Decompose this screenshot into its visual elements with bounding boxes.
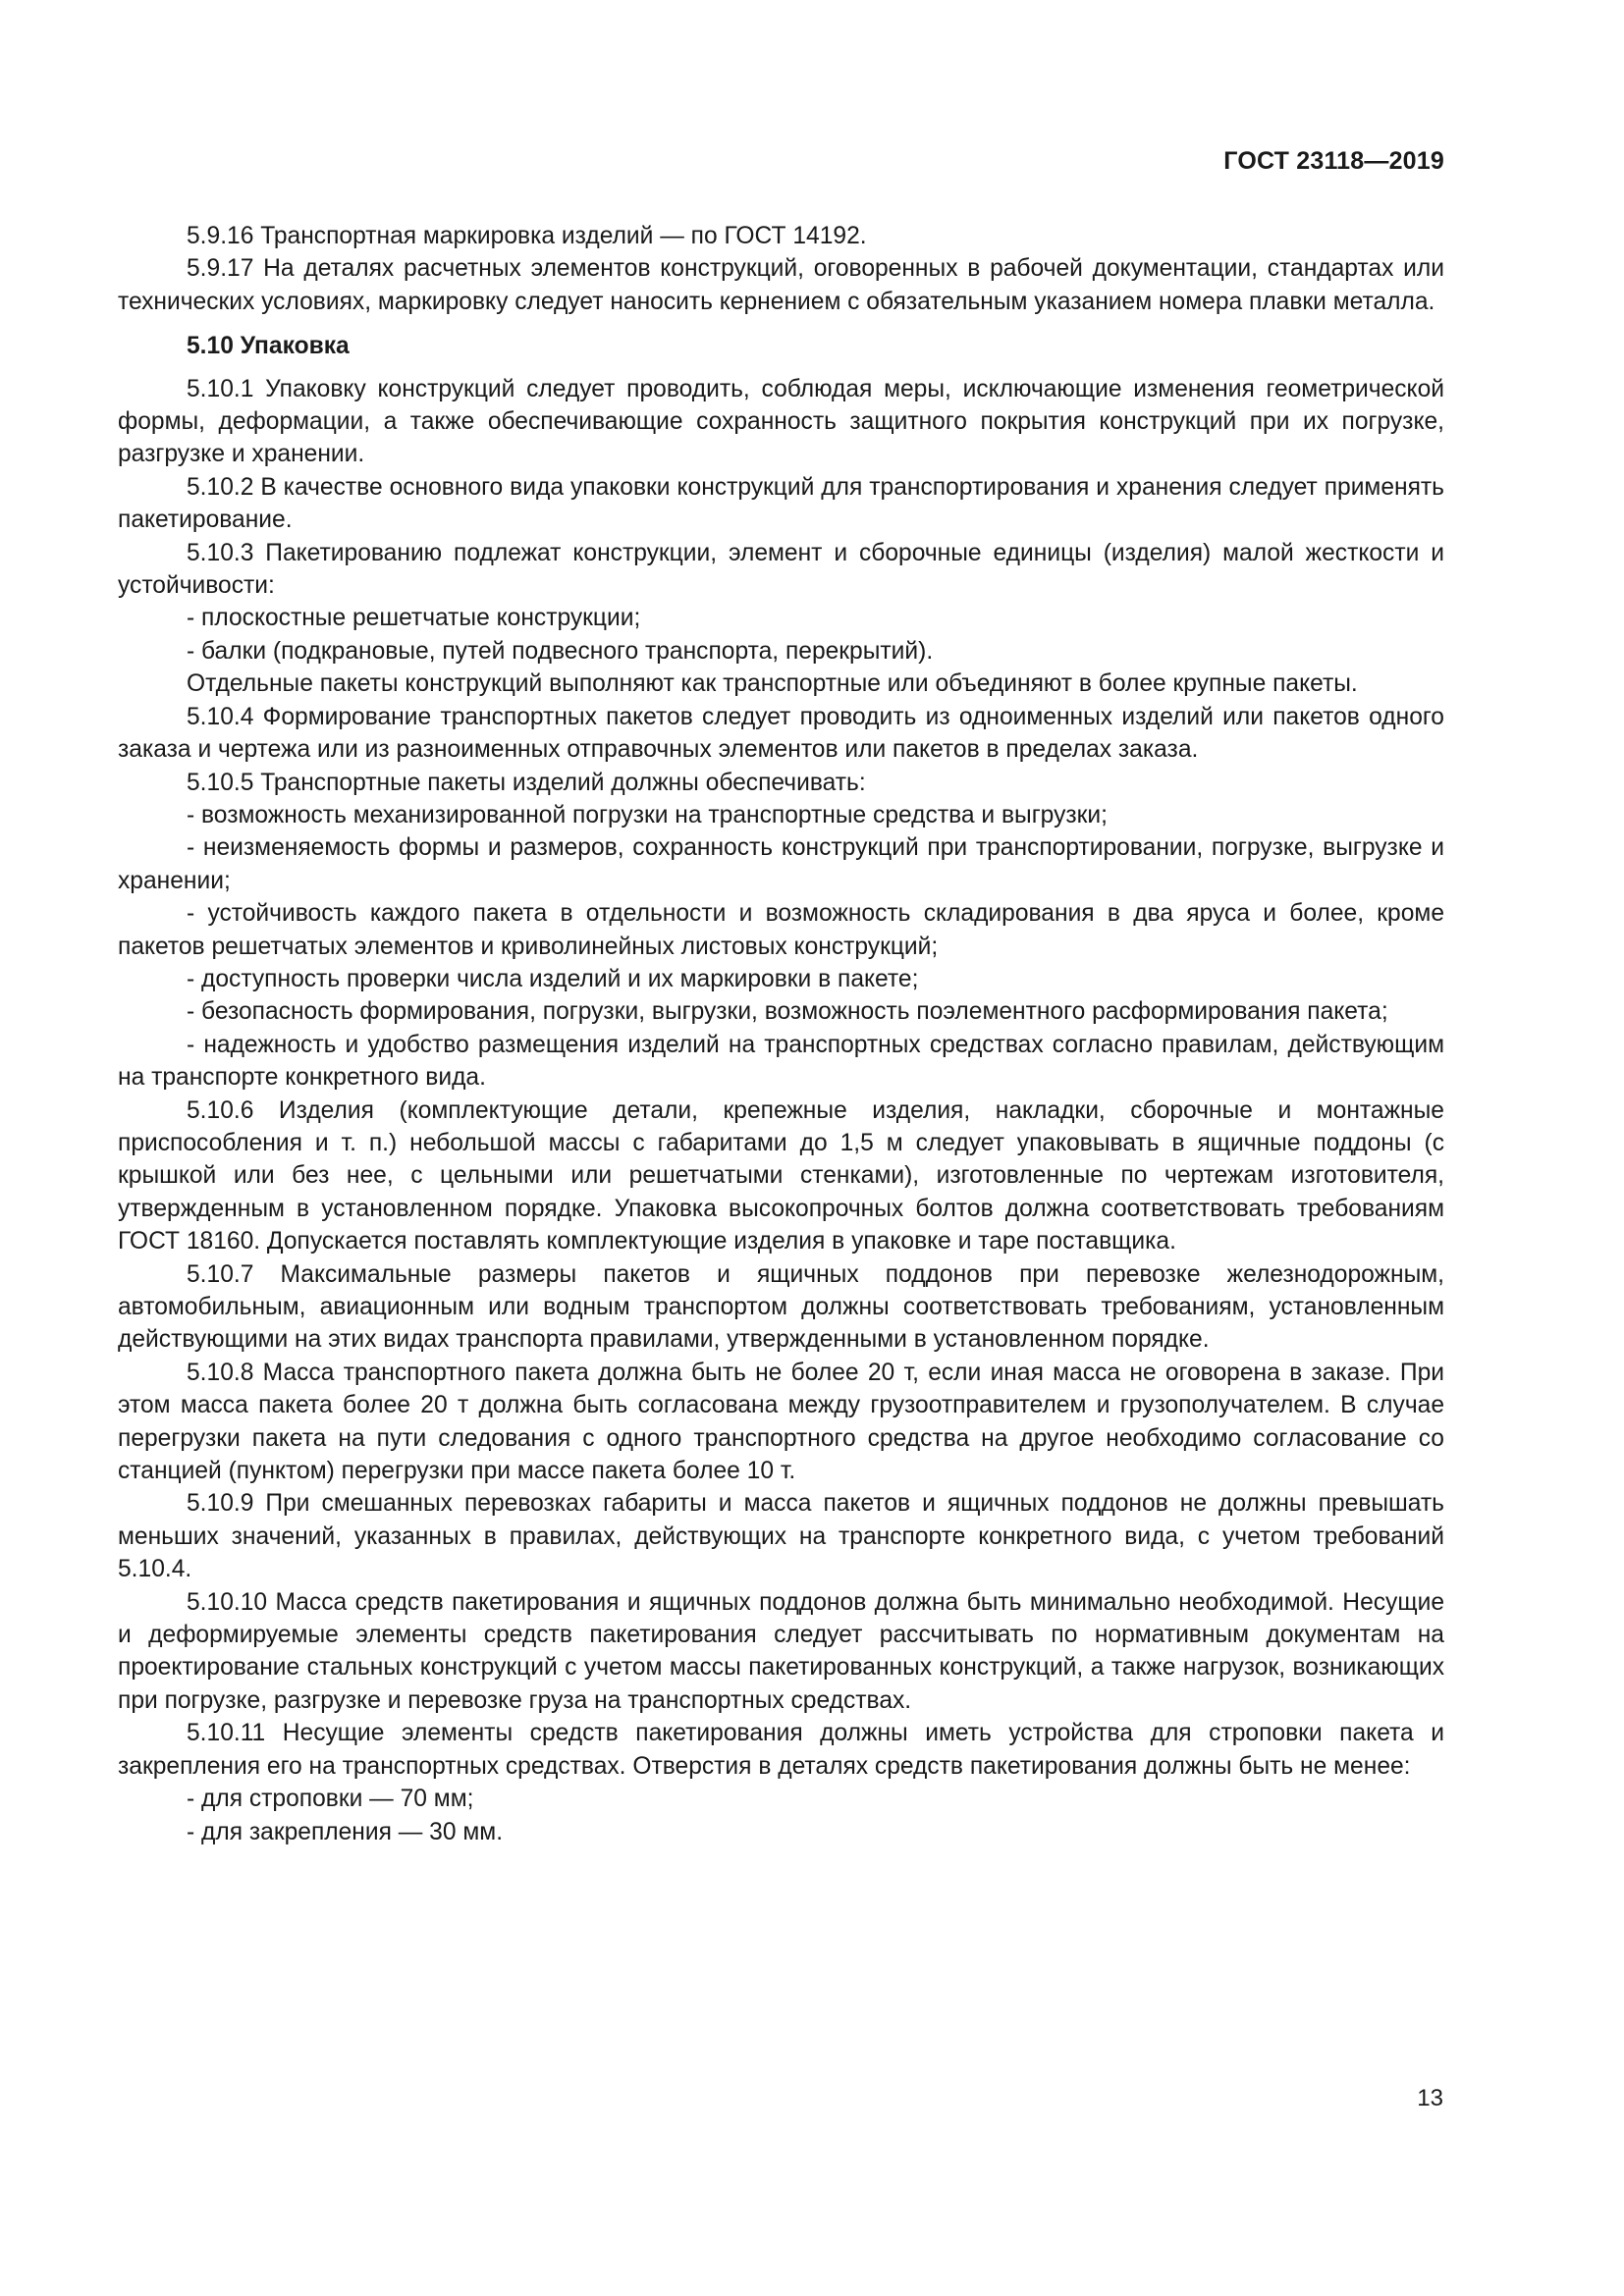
document-code-header: ГОСТ 23118—2019 (1223, 147, 1444, 175)
list-item: - безопасность формирования, погрузки, выгрузки, возможность поэлементного расформирования пакета; (187, 998, 1388, 1026)
paragraph-5-10-5: 5.10.5 Транспортные пакеты изделий должны обеспечивать: (187, 769, 866, 796)
paragraph-5-10-11: 5.10.11 Несущие элементы средств пакетирования должны иметь устройства для строповки пакета и закрепления его на транспортных средствах. Отверстия в деталях средств пакетирования должны быть не менее: (118, 1720, 1444, 1780)
list-item: - балки (подкрановые, путей подвесного транспорта, перекрытий). (187, 637, 934, 665)
list-item: - возможность механизированной погрузки на транспортные средства и выгрузки; (187, 801, 1108, 828)
list-item: - надежность и удобство размещения изделий на транспортных средствах согласно правилам, действующим на транспорте конкретного вида. (118, 1031, 1444, 1092)
list-item: - доступность проверки числа изделий и их маркировки в пакете; (187, 965, 919, 992)
paragraph-5-10-3: 5.10.3 Пакетированию подлежат конструкции, элемент и сборочные единицы (изделия) малой жесткости и устойчивости: (118, 539, 1444, 600)
section-heading-5-10: 5.10 Упаковка (187, 333, 350, 360)
paragraph-5-10-2: 5.10.2 В качестве основного вида упаковки конструкций для транспортирования и хранения следует применять пакетирование. (118, 473, 1444, 534)
page-number: 13 (1417, 2085, 1443, 2111)
list-item: - неизменяемость формы и размеров, сохранность конструкций при транспортировании, погрузке, выгрузке и хранении; (118, 834, 1444, 894)
paragraph-5-10-7: 5.10.7 Максимальные размеры пакетов и ящичных поддонов при перевозке железнодорожным, автомобильным, авиационным или водным транспортом должны соответствовать требованиям, установленным действующими на этих видах транспорта правилами, утвержденными в установленном порядке. (118, 1260, 1444, 1354)
paragraph-5-10-6: 5.10.6 Изделия (комплектующие детали, крепежные изделия, накладки, сборочные и монтажные приспособления и т. п.) небольшой массы с габаритами до 1,5 м следует упаковывать в ящичные поддоны (с крышкой или без нее, с цельными или решетчатыми стенками), изготовленные по чертежам изготовителя, утвержденным в установленном порядке. Упаковка высокопрочных болтов должна соответствовать требованиям ГОСТ 18160. Допускается поставлять комплектующие изделия в упаковке и таре поставщика. (118, 1096, 1444, 1255)
list-item: - устойчивость каждого пакета в отдельности и возможность складирования в два яруса и более, кроме пакетов решетчатых элементов и криволинейных листовых конструкций; (118, 900, 1444, 960)
paragraph-5-10-4: 5.10.4 Формирование транспортных пакетов следует проводить из одноименных изделий или пакетов одного заказа и чертежа или из разноименных отправочных элементов или пакетов в пределах заказа. (118, 703, 1444, 764)
list-item: - плоскостные решетчатые конструкции; (187, 605, 641, 632)
list-item: - для строповки — 70 мм; (187, 1786, 474, 1813)
paragraph-5-9-17: 5.9.17 На деталях расчетных элементов конструкций, оговоренных в рабочей документации, стандартах или технических условиях, маркировку следует наносить кернением с обязательным указанием номера плавки металла. (118, 255, 1444, 315)
paragraph-5-10-10: 5.10.10 Масса средств пакетирования и ящичных поддонов должна быть минимально необходимой. Несущие и деформируемые элементы средств пакетирования следует рассчитывать по нормативным документам на проектирование стальных конструкций с учетом массы пакетированных конструкций, а также нагрузок, возникающих при погрузке, разгрузке и перевозке груза на транспортных средствах. (118, 1588, 1444, 1714)
paragraph: Отдельные пакеты конструкций выполняют как транспортные или объединяют в более крупные пакеты. (187, 670, 1358, 698)
paragraph-5-10-1: 5.10.1 Упаковку конструкций следует проводить, соблюдая меры, исключающие изменения геометрической формы, деформации, а также обеспечивающие сохранность защитного покрытия конструкций при их погрузке, разгрузке и хранении. (118, 375, 1444, 468)
paragraph-5-9-16: 5.9.16 Транспортная маркировка изделий — по ГОСТ 14192. (187, 223, 867, 249)
paragraph-5-10-9: 5.10.9 При смешанных перевозках габариты и масса пакетов и ящичных поддонов не должны превышать меньших значений, указанных в правилах, действующих на транспорте конкретного вида, с учетом требований 5.10.4. (118, 1490, 1444, 1583)
list-item: - для закрепления — 30 мм. (187, 1818, 504, 1845)
document-body (118, 220, 1444, 1848)
paragraph-5-10-8: 5.10.8 Масса транспортного пакета должна быть не более 20 т, если иная масса не оговорена в заказе. При этом масса пакета более 20 т должна быть согласована между грузоотправителем и грузополучателем. В случае перегрузки пакета на пути следования с одного транспортного средства на другое необходимо согласование со станцией (пунктом) перегрузки при массе пакета более 10 т. (118, 1359, 1444, 1485)
